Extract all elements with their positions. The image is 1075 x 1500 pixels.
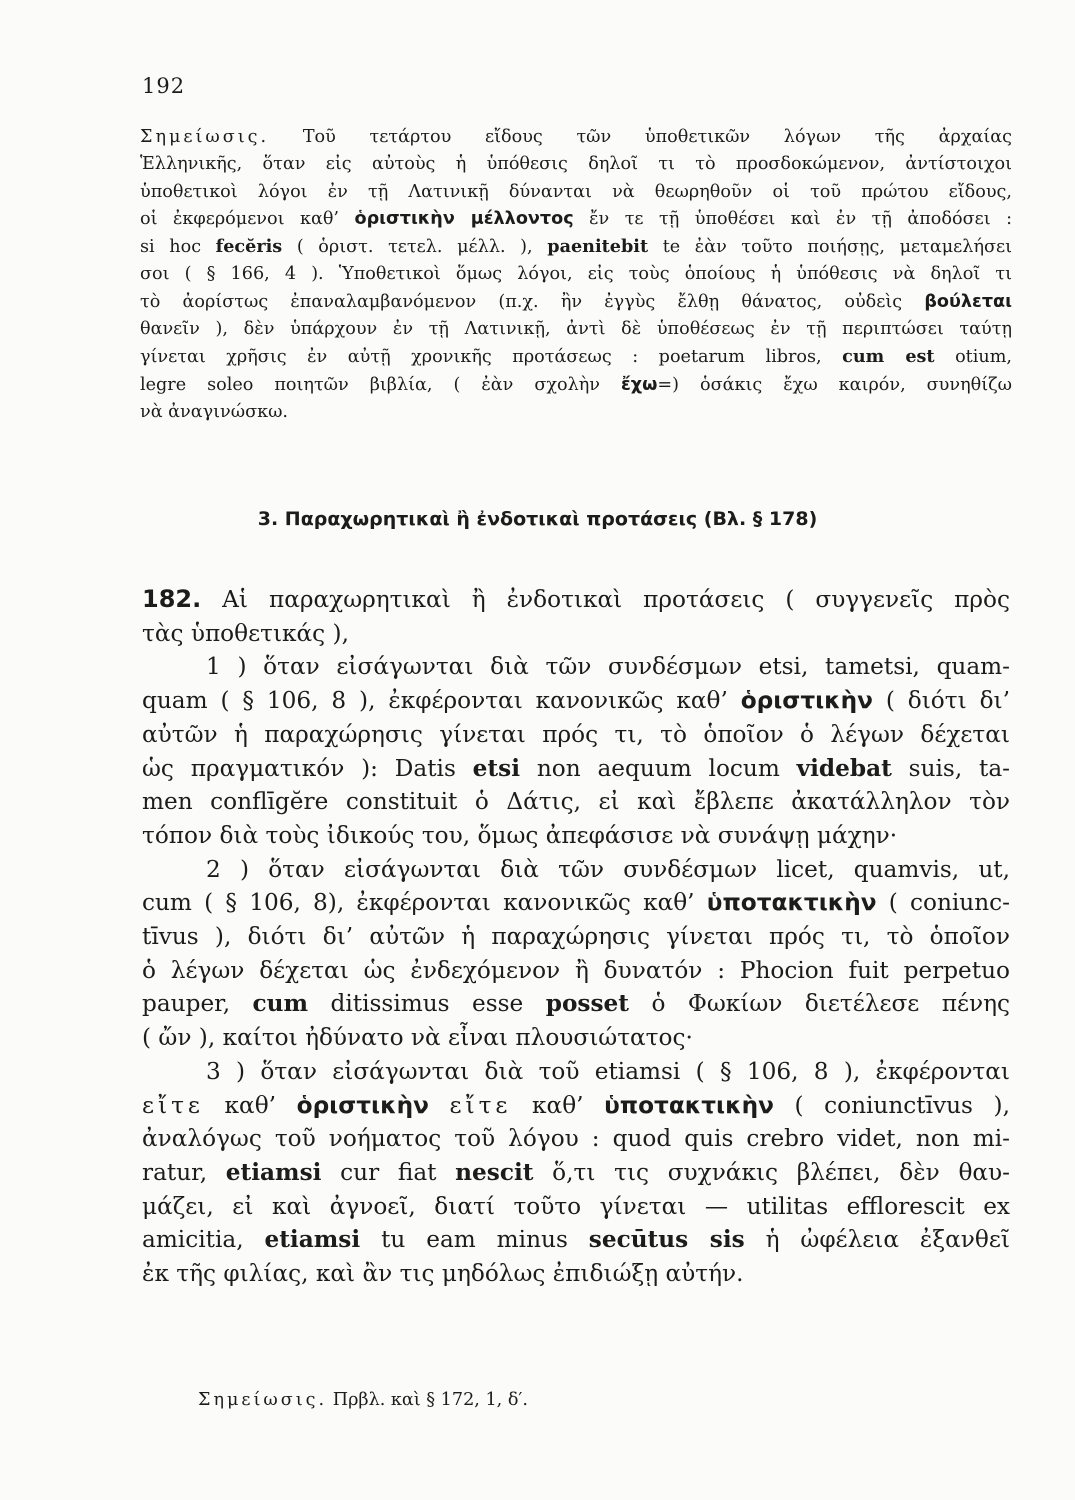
body-line: tīvus ), διότι δι’ αὐτῶν ἡ παραχώρησις γίνεται πρός τι, τὸ ὁποῖον xyxy=(142,923,1010,951)
body-line: εἴτε καθ’ ὁριστικὴν εἴτε καθ’ ὑποτακτικὴν ( coniunctīvus ), xyxy=(142,1091,1010,1119)
note-heading: Σημείωσις. xyxy=(140,127,270,147)
body-line: ὁ λέγων δέχεται ὡς ἐνδεχόμενον ἢ δυνατόν : Phocion fuit perpetuo xyxy=(142,956,1010,984)
body-line: 1 ) ὅταν εἰσάγωνται διὰ τῶν συνδέσμων etsi, tametsi, quam- xyxy=(206,653,1010,681)
body-line: 3 ) ὅταν εἰσάγωνται διὰ τοῦ etiamsi ( § 106, 8 ), ἐκφέρονται xyxy=(206,1057,1010,1085)
body-line: amicitia, etiamsi tu eam minus secūtus sis ἡ ὠφέλεια ἐξανθεῖ xyxy=(142,1226,1010,1254)
body-line: ( ὤν ), καίτοι ἠδύνατο νὰ εἶναι πλουσιώτατος· xyxy=(142,1024,693,1052)
note-line: σοι ( § 166, 4 ). Ὑποθετικοὶ ὅμως λόγοι, εἰς τοὺς ὁποίους ἡ ὑπόθεσις νὰ δηλοῖ τι xyxy=(140,264,1012,285)
body-line: quam ( § 106, 8 ), ἐκφέρονται κανονικῶς καθ’ ὁριστικὴν ( διότι δι’ xyxy=(142,687,1010,715)
body-line: 182. Αἱ παραχωρητικαὶ ἢ ἐνδοτικαὶ προτάσεις ( συγγενεῖς πρὸς xyxy=(142,585,1010,613)
page-number: 192 xyxy=(142,74,186,98)
footnote-heading: Σημείωσις. xyxy=(198,1390,328,1410)
body-line: men conflīgĕre constituit ὁ Δάτις, εἰ καὶ ἔβλεπε ἀκατάλληλον τὸν xyxy=(142,788,1010,816)
note-block xyxy=(140,124,1012,426)
note-line: οἱ ἐκφερόμενοι καθ’ ὁριστικὴν μέλλοντος ἔν τε τῇ ὑποθέσει καὶ ἐν τῇ ἀποδόσει : xyxy=(140,208,1013,229)
body-line: 2 ) ὅταν εἰσάγωνται διὰ τῶν συνδέσμων licet, quamvis, ut, xyxy=(206,855,1010,883)
body-line: αὐτῶν ἡ παραχώρησις γίνεται πρός τι, τὸ ὁποῖον ὁ λέγων δέχεται xyxy=(142,720,1010,748)
body-line: pauper, cum ditissimus esse posset ὁ Φωκίων διετέλεσε πένης xyxy=(142,990,1010,1018)
section-body xyxy=(142,583,1010,1291)
body-line: ἀναλόγως τοῦ νοήματος τοῦ λόγου : quod quis crebro videt, non mi- xyxy=(142,1125,1010,1153)
note-line: θανεῖν ), δὲν ὑπάρχουν ἐν τῇ Λατινικῇ, ἀντὶ δὲ ὑποθέσεως ἐν τῇ περιπτώσει ταύτῃ xyxy=(140,319,1012,340)
body-line: τὰς ὑποθετικάς ), xyxy=(142,619,349,647)
note-line: legre soleo ποιητῶν βιβλία, ( ἐὰν σχολὴν ἔχω=) ὁσάκις ἔχω καιρόν, συνηθίζω xyxy=(140,374,1012,395)
note-line: γίνεται χρῆσις ἐν αὐτῇ χρονικῆς προτάσεως : poetarum libros, cum est otium, xyxy=(140,346,1012,368)
body-line: ἐκ τῆς φιλίας, καὶ ἂν τις μηδόλως ἐπιδιώξῃ αὐτήν. xyxy=(142,1260,744,1288)
note-line: si hoc fecĕris ( ὁριστ. τετελ. μέλλ. ), paenitebit te ἐὰν τοῦτο ποιήσῃς, μεταμελήσει xyxy=(140,236,1013,258)
note-line: Ἑλληνικῆς, ὅταν εἰς αὐτοὺς ἡ ὑπόθεσις δηλοῖ τι τὸ προσδοκώμενον, ἀντίστοιχοι xyxy=(140,154,1012,175)
note-line: Σημείωσις. Τοῦ τετάρτου εἴδους τῶν ὑποθετικῶν λόγων τῆς ἀρχαίας xyxy=(140,127,1012,147)
body-line: ὡς πραγματικόν ): Datis etsi non aequum locum videbat suis, ta- xyxy=(142,754,1010,782)
footnote xyxy=(198,1390,528,1410)
note-line: ὑποθετικοὶ λόγοι ἐν τῇ Λατινικῇ δύνανται νὰ θεωρηθοῦν οἱ τοῦ πρώτου εἴδους, xyxy=(140,181,1012,202)
body-line: ratur, etiamsi cur fiat nescit ὅ,τι τις συχνάκις βλέπει, δὲν θαυ- xyxy=(142,1158,1010,1186)
body-line: μάζει, εἰ καὶ ἀγνοεῖ, διατί τοῦτο γίνεται — utilitas efflorescit ex xyxy=(142,1192,1010,1220)
section-number: 182. xyxy=(142,585,202,613)
footnote-text: Πρβλ. καὶ § 172, 1, δ′. xyxy=(327,1390,529,1410)
section-heading: 3. Παραχωρητικαὶ ἢ ἐνδοτικαὶ προτάσεις (Βλ. § 178) xyxy=(257,508,818,530)
note-line: νὰ ἀναγινώσκω. xyxy=(140,401,289,422)
body-line: τόπον διὰ τοὺς ἰδικούς του, ὅμως ἀπεφάσισε νὰ συνάψῃ μάχην· xyxy=(142,821,898,849)
note-line: τὸ ἀορίστως ἐπαναλαμβανόμενον (π.χ. ἢν ἐγγὺς ἔλθῃ θάνατος, οὐδεὶς βούλεται xyxy=(140,291,1012,312)
body-line: cum ( § 106, 8), ἐκφέρονται κανονικῶς καθ’ ὑποτακτικὴν ( coniunc- xyxy=(142,889,1010,917)
